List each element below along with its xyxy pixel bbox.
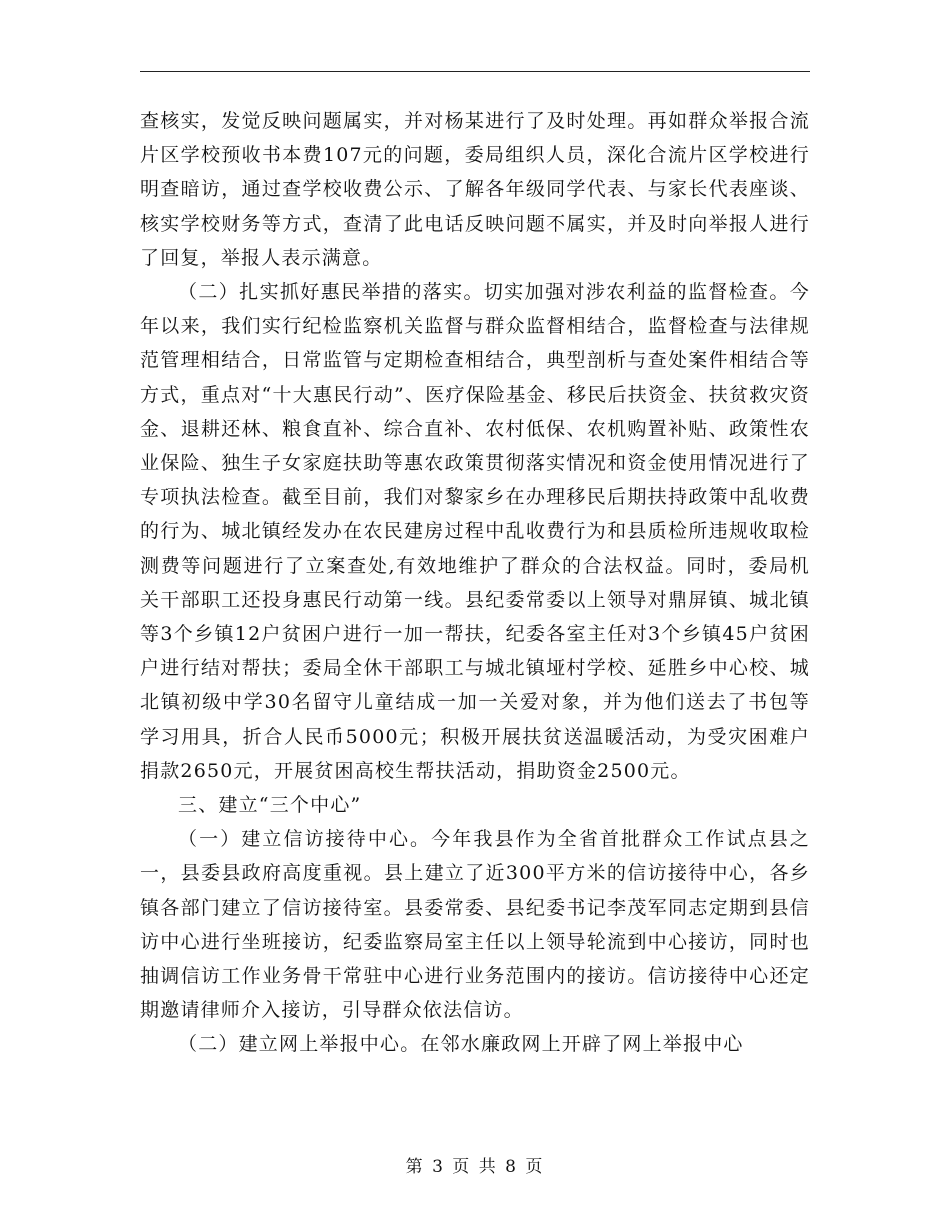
paragraph-2: （二）扎实抓好惠民举措的落实。切实加强对涉农利益的监督检查。今年以来，我们实行纪检监察机关监督与群众监督相结合，监督检查与法律规范管理相结合，日常监管与定期检查相结合，典型剖析与查处案件相结合等方式，重点对“十大惠民行动”、医疗保险基金、移民后扶资金、扶贫救灾资金、退耕还林、粮食直补、综合直补、农村低保、农机购置补贴、政策性农业保险、独生子女家庭扶助等惠农政策贯彻落实情况和资金使用情况进行了专项执法检查。截至目前，我们对黎家乡在办理移民后期扶持政策中乱收费的行为、城北镇经发办在农民建房过程中乱收费行为和县质检所违规收取检测费等问题进行了立案查处,有效地维护了群众的合法权益。同时，委局机关干部职工还投身惠民行动第一线。县纪委常委以上领导对鼎屏镇、城北镇等3个乡镇12户贫困户进行一加一帮扶，纪委各室主任对3个乡镇45户贫困户进行结对帮扶；委局全休干部职工与城北镇垭村学校、延胜乡中心校、城北镇初级中学30名留守儿童结成一加一关爱对象，并为他们送去了书包等学习用具，折合人民币5000元；积极开展扶贫送温暖活动，为受灾困难户捐款2650元，开展贫困高校生帮扶活动，捐助资金2500元。 <box>140 281 810 782</box>
page-number-footer: 第 3 页 共 8 页 <box>405 1157 545 1177</box>
section-heading: 三、建立“三个中心” <box>178 794 362 817</box>
document-body <box>140 104 810 1062</box>
paragraph-1: 查核实，发觉反映问题属实，并对杨某进行了及时处理。再如群众举报合流片区学校预收书本费107元的问题，委局组织人员，深化合流片区学校进行明查暗访，通过查学校收费公示、了解各年级同学代表、与家长代表座谈、核实学校财务等方式，查清了此电话反映问题不属实，并及时向举报人进行了回复，举报人表示满意。 <box>140 110 810 269</box>
paragraph-3: （一）建立信访接待中心。今年我县作为全省首批群众工作试点县之一，县委县政府高度重视。县上建立了近300平方米的信访接待中心，各乡镇各部门建立了信访接待室。县委常委、县纪委书记李茂军同志定期到县信访中心进行坐班接访，纪委监察局室主任以上领导轮流到中心接访，同时也抽调信访工作业务骨干常驻中心进行业务范围内的接访。信访接待中心还定期邀请律师介入接访，引导群众依法信访。 <box>140 828 810 1022</box>
paragraph-4: （二）建立网上举报中心。在邻水廉政网上开辟了网上举报中心 <box>178 1033 744 1056</box>
header-rule <box>140 71 810 72</box>
